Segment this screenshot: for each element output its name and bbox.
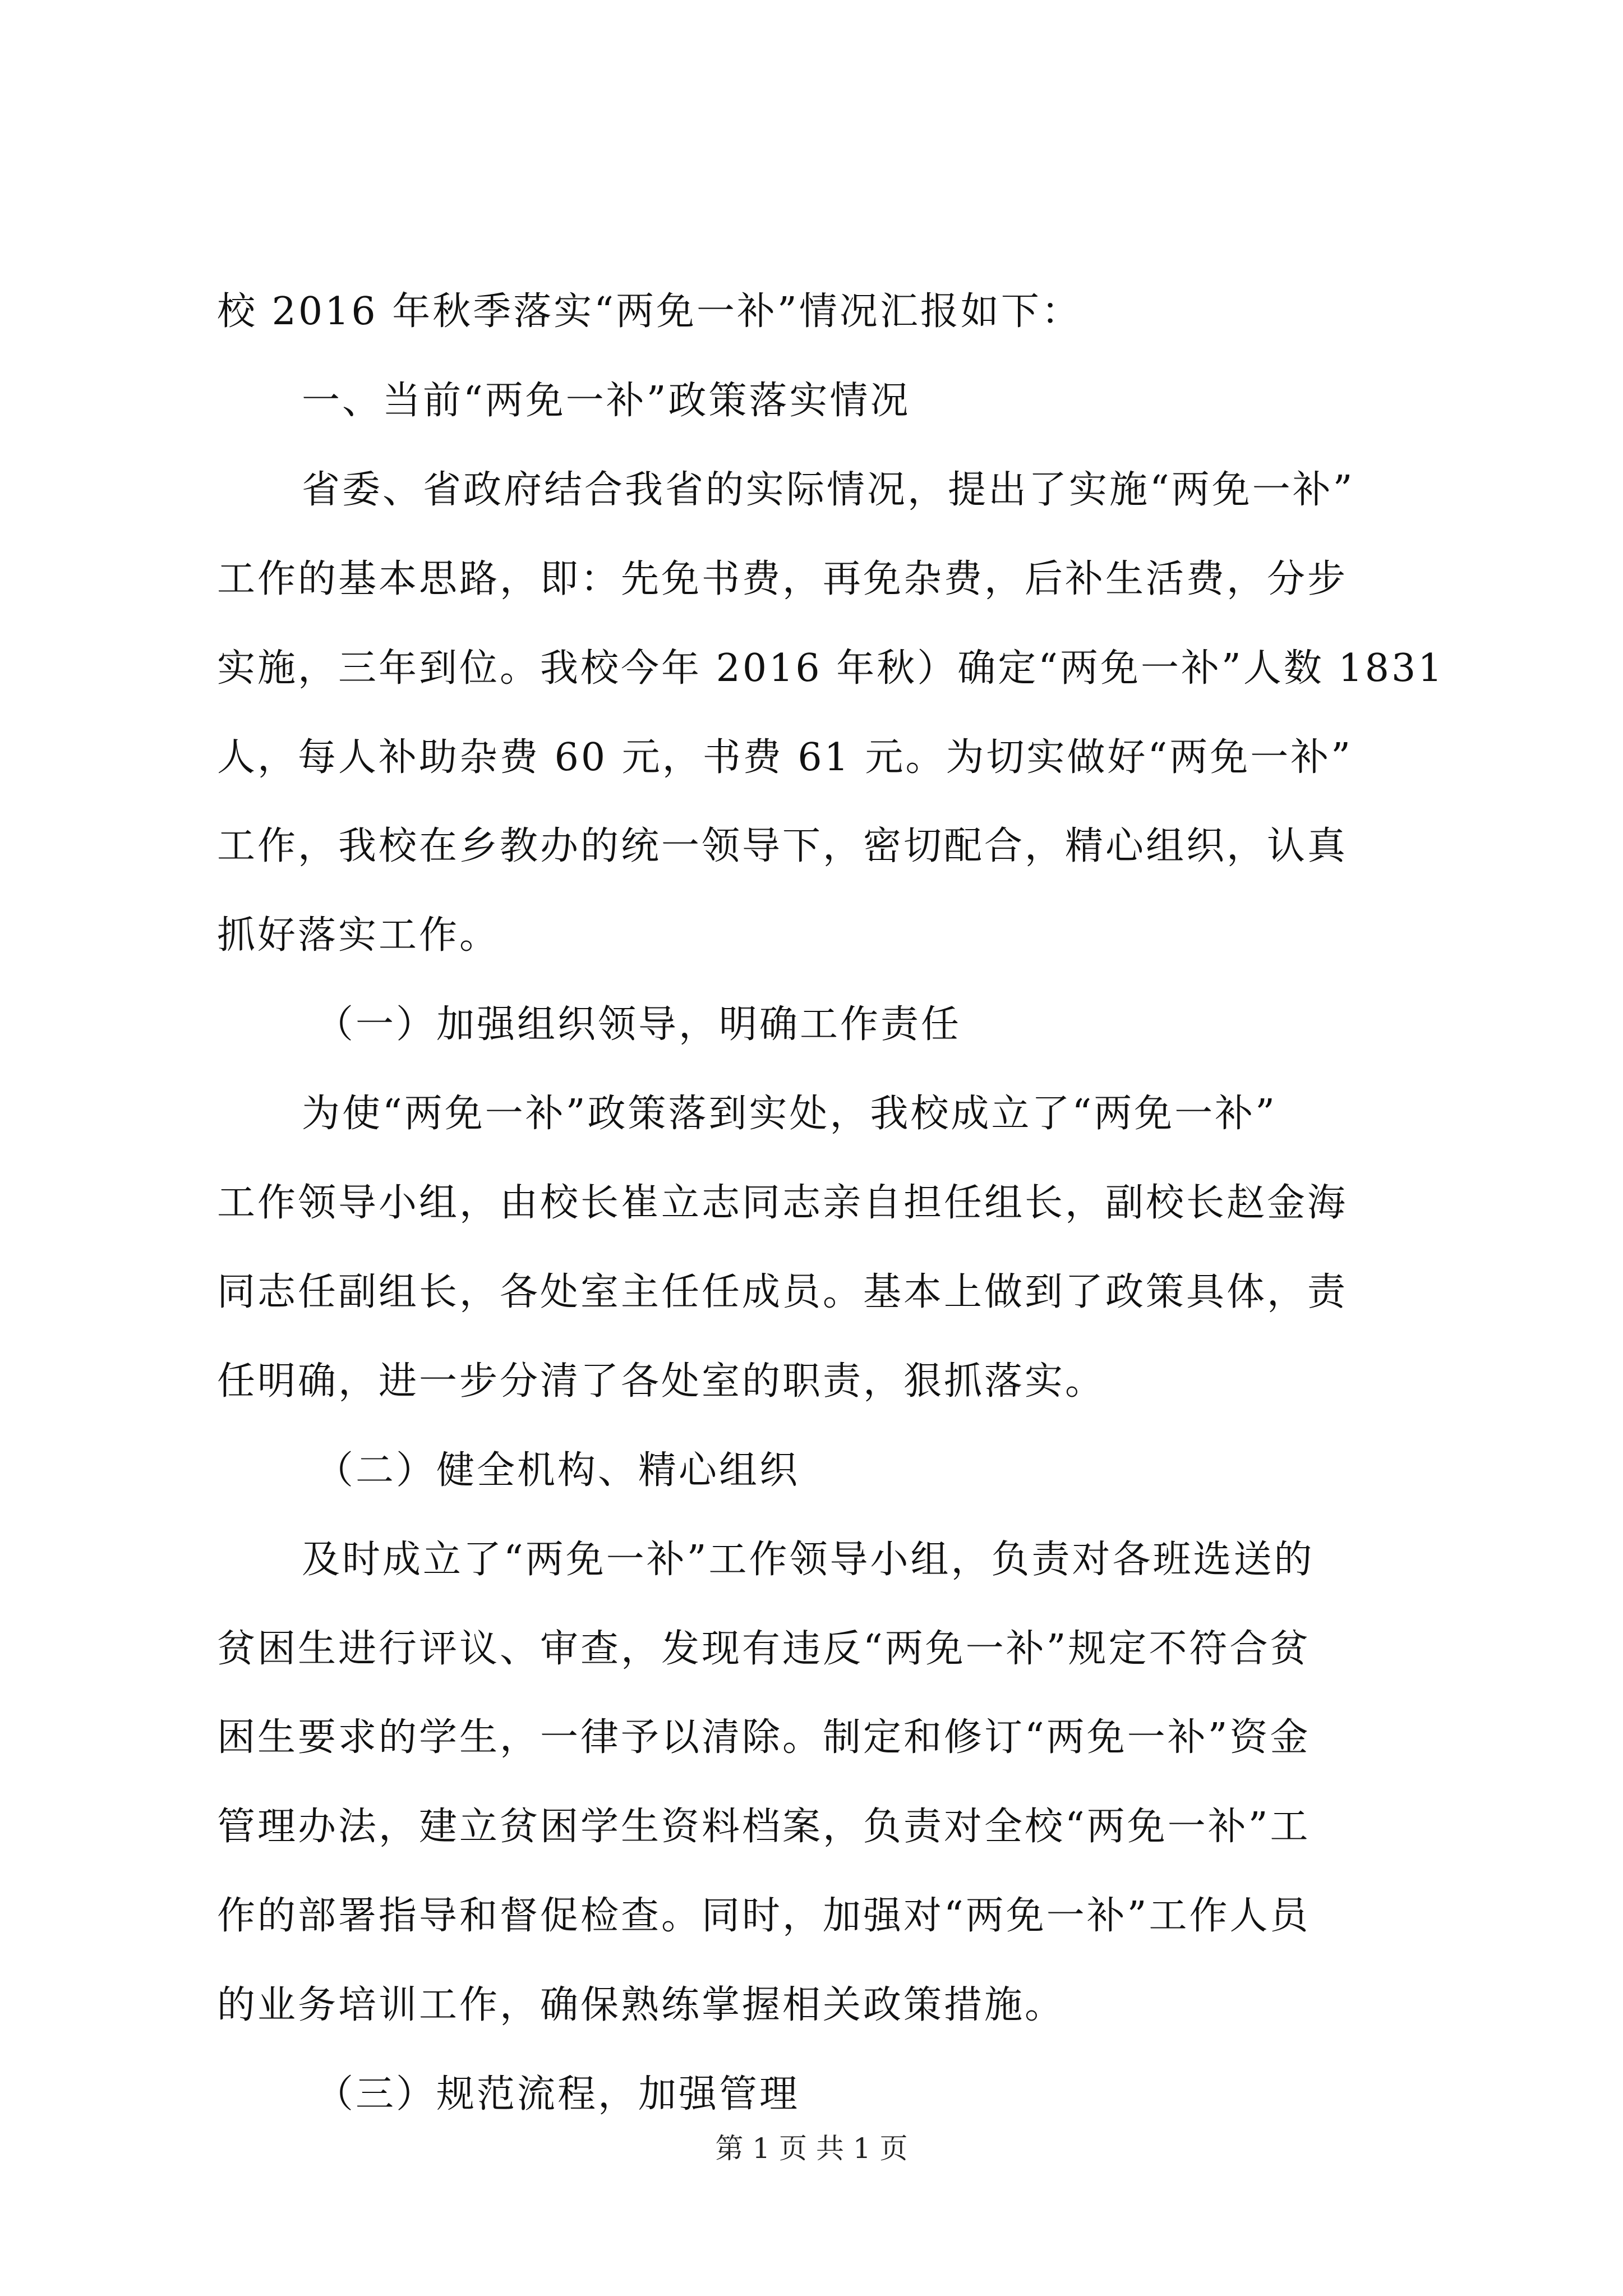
subsection-heading: （二）健全机构、精心组织 — [315, 1448, 800, 1493]
page-footer: 第 1 页 共 1 页 — [715, 2132, 908, 2165]
text-line: 实施，三年到位。我校今年 2016 年秋）确定“两免一补”人数 1831 — [217, 646, 1445, 691]
text-line: 为使“两免一补”政策落到实处，我校成立了“两免一补” — [302, 1092, 1278, 1137]
subsection-heading: （一）加强组织领导，明确工作责任 — [315, 1002, 962, 1047]
text-line: 省委、省政府结合我省的实际情况，提出了实施“两免一补” — [302, 467, 1355, 512]
text-line: 贫困生进行评议、审查，发现有违反“两免一补”规定不符合贫 — [217, 1626, 1311, 1671]
text-line: 人，每人补助杂费 60 元，书费 61 元。为切实做好“两免一补” — [217, 735, 1353, 780]
text-line: 工作的基本思路，即：先免书费，再免杂费，后补生活费，分步 — [217, 556, 1348, 601]
section-heading: 一、当前“两免一补”政策落实情况 — [302, 378, 911, 423]
text-line: 困生要求的学生，一律予以清除。制定和修订“两免一补”资金 — [217, 1715, 1311, 1760]
text-line: 任明确，进一步分清了各处室的职责，狠抓落实。 — [217, 1359, 1106, 1404]
text-line: 校 2016 年秋季落实“两免一补”情况汇报如下： — [217, 289, 1082, 334]
text-line: 工作领导小组，由校长崔立志同志亲自担任组长，副校长赵金海 — [217, 1181, 1348, 1225]
text-line: 的业务培训工作，确保熟练掌握相关政策措施。 — [217, 1983, 1066, 2028]
text-line: 管理办法，建立贫困学生资料档案，负责对全校“两免一补”工 — [217, 1805, 1311, 1849]
text-line: 作的部署指导和督促检查。同时，加强对“两免一补”工作人员 — [217, 1894, 1311, 1939]
text-line: 工作，我校在乡教办的统一领导下，密切配合，精心组织，认真 — [217, 824, 1348, 869]
subsection-heading: （三）规范流程，加强管理 — [315, 2072, 800, 2116]
text-line: 及时成立了“两免一补”工作领导小组，负责对各班选送的 — [302, 1537, 1315, 1582]
text-line: 同志任副组长，各处室主任任成员。基本上做到了政策具体，责 — [217, 1269, 1348, 1314]
text-line: 抓好落实工作。 — [217, 913, 500, 958]
